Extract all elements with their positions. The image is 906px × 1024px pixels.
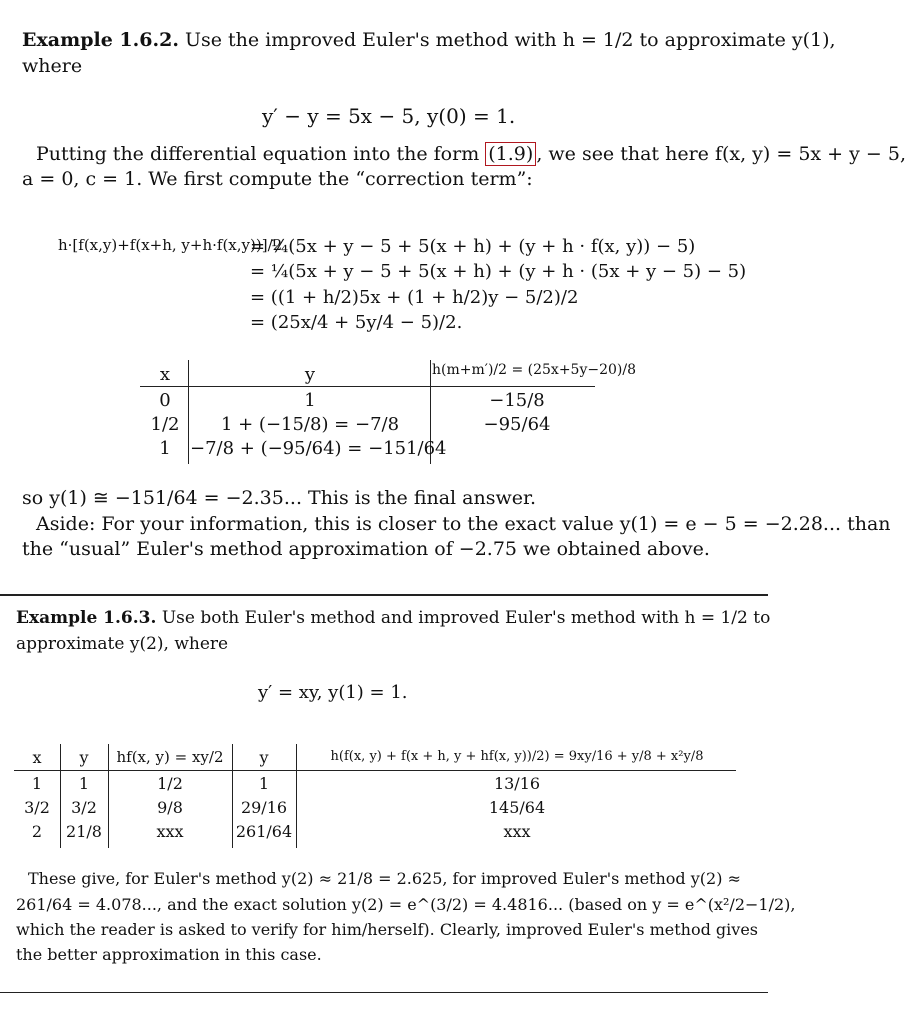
table-header: y (79, 748, 89, 767)
paragraph-text: Putting the differential equation into the form (36, 143, 486, 165)
table-cell: 261/64 (235, 822, 293, 841)
table-cell: 1 (159, 438, 171, 459)
example-1-6-2-intro (22, 28, 836, 53)
conclusion-text: 261/64 = 4.078..., and the exact solution y(2) = e^(3/2) = 4.4816... (based on y = e^(x²/2−1/2), (16, 895, 796, 914)
example-1-6-3-intro (16, 606, 770, 631)
table-header: x (32, 748, 42, 767)
table-cell: 3/2 (71, 798, 97, 817)
table-header: y (259, 748, 269, 767)
table-cell: 9/8 (157, 798, 183, 817)
table-cell: 1 (31, 774, 43, 793)
example-heading: Example 1.6.3. (16, 608, 157, 628)
table-cell: −95/64 (483, 414, 551, 435)
table-rule (140, 386, 595, 387)
table-rule (188, 360, 189, 464)
table-rule (296, 744, 297, 848)
table-cell: 1/2 (157, 774, 183, 793)
derivation-line: = ¼(5x + y − 5 + 5(x + h) + (y + h · (5x + y − 5) − 5) (250, 261, 747, 282)
table-cell: 1 + (−15/8) = −7/8 (220, 414, 400, 435)
table-cell: 13/16 (493, 774, 541, 793)
differential-equation: y′ − y = 5x − 5, y(0) = 1. (262, 104, 516, 128)
aside-text: the “usual” Euler's method approximation of −2.75 we obtained above. (22, 538, 710, 560)
intro-text: Use both Euler's method and improved Euler's method with h = 1/2 to (161, 608, 771, 628)
intro-text-line2: where (22, 55, 83, 77)
table-header: hf(x, y) = xy/2 (116, 748, 224, 766)
intro-text: Use the improved Euler's method with h = 1/2 to approximate y(1), (184, 29, 836, 51)
section-divider (0, 992, 768, 993)
table-cell: 1 (258, 774, 270, 793)
table-cell: 1 (304, 390, 316, 411)
differential-equation: y′ = xy, y(1) = 1. (258, 682, 408, 703)
table-cell: 3/2 (24, 798, 50, 817)
table-header: x (159, 364, 171, 385)
table-cell: xxx (503, 822, 531, 841)
derivation-line: = (25x/4 + 5y/4 − 5)/2. (250, 312, 463, 333)
derivation-line: = ¼(5x + y − 5 + 5(x + h) + (y + h · f(x, y)) − 5) (250, 236, 696, 257)
table-header: h(m+m′)/2 = (25x+5y−20)/8 (432, 362, 637, 378)
table-cell: 1 (78, 774, 90, 793)
intro-text-line2: approximate y(2), where (16, 634, 229, 654)
equation-reference-link[interactable]: (1.9) (485, 142, 536, 166)
example-heading: Example 1.6.2. (22, 29, 179, 51)
final-answer: so y(1) ≅ −151/64 = −2.35... This is the final answer. (22, 487, 537, 509)
conclusion-text: the better approximation in this case. (16, 945, 322, 964)
table-rule (14, 770, 736, 771)
table-cell: 21/8 (66, 822, 102, 841)
table-cell: 2 (31, 822, 43, 841)
conclusion-text: which the reader is asked to verify for him/herself). Clearly, improved Euler's method gives (16, 920, 759, 939)
conclusion-text: These give, for Euler's method y(2) ≈ 21/8 = 2.625, for improved Euler's method y(2) ≈ (28, 869, 741, 888)
section-divider (0, 594, 768, 596)
table-cell: 1/2 (150, 414, 180, 435)
correction-term-lhs: h·[f(x,y)+f(x+h, y+h·f(x,y))]/2 (58, 236, 283, 254)
table-cell: 145/64 (488, 798, 546, 817)
table-cell: −15/8 (489, 390, 545, 411)
table-cell: 0 (159, 390, 171, 411)
table-cell: xxx (156, 822, 184, 841)
aside-text: Aside: For your information, this is closer to the exact value y(1) = e − 5 = −2.28... than (36, 513, 891, 535)
table-cell: −7/8 + (−95/64) = −151/64 (190, 438, 447, 459)
table-header: y (304, 364, 316, 385)
paragraph-line1 (36, 142, 906, 167)
derivation-line: = ((1 + h/2)5x + (1 + h/2)y − 5/2)/2 (250, 287, 579, 308)
paragraph-line2: a = 0, c = 1. We first compute the “correction term”: (22, 168, 533, 190)
paragraph-text: , we see that here f(x, y) = 5x + y − 5, (536, 143, 906, 165)
table-header: h(f(x, y) + f(x + h, y + hf(x, y))/2) = 9xy/16 + y/8 + x²y/8 (330, 749, 704, 764)
table-cell: 29/16 (240, 798, 288, 817)
